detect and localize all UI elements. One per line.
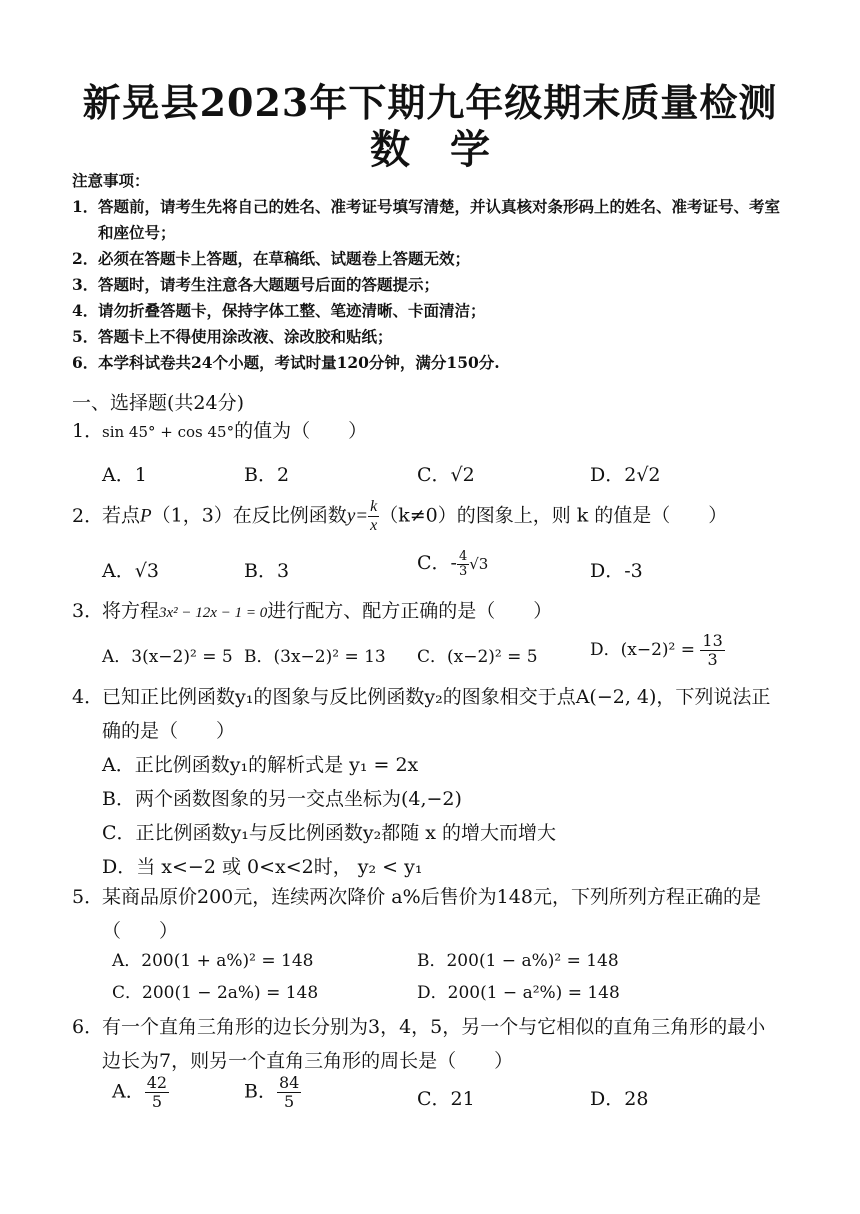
fraction: [368, 498, 379, 535]
option-b-prefix: B．: [244, 1080, 277, 1103]
denominator: 5: [284, 1092, 295, 1111]
question-number: 3．: [72, 600, 104, 622]
option-d: D．28: [590, 1088, 649, 1110]
fraction: [700, 632, 724, 669]
option-d: D．200(1 − a²%) = 148: [417, 983, 620, 1003]
denominator: 3: [707, 650, 718, 669]
option-b: B．3: [244, 560, 290, 582]
option-c: C．(x−2)² = 5: [417, 647, 538, 667]
note-text: 答题前，请考生先将自己的姓名、准考证号填写清楚，并认真核对条形码上的姓名、准考证号、考室和座位号；: [98, 197, 781, 242]
question-text: 的值为（ ）: [234, 420, 368, 442]
func-name: y=: [346, 505, 369, 527]
question-number: 5．: [72, 886, 104, 908]
fraction: [457, 550, 469, 579]
note-item: [72, 272, 792, 298]
option-a: A．√3: [102, 560, 159, 582]
numerator: k: [370, 498, 378, 515]
note-text: 答题卡上不得使用涂改液、涂改胶和贴纸；: [98, 327, 393, 346]
option-c: C．21: [417, 1088, 475, 1110]
subject-char-2: 学: [450, 126, 490, 173]
question-4: [72, 680, 792, 884]
option-c: [417, 548, 488, 579]
option-b: B．2: [244, 464, 290, 486]
question-text-line-2: （ ）: [102, 920, 179, 942]
question-5: [72, 880, 792, 948]
question-text: 有一个直角三角形的边长分别为3，4，5，另一个与它相似的直角三角形的最小: [102, 1016, 766, 1038]
option-a-prefix: A．: [112, 1080, 145, 1103]
question-text: 将方程: [102, 600, 160, 622]
note-text: 答题时，请考生注意各大题题号后面的答题提示；: [98, 275, 440, 294]
note-number: 6．: [72, 353, 99, 372]
fraction: [277, 1074, 301, 1111]
question-number: 2．: [72, 504, 104, 527]
question-3: [72, 594, 792, 630]
option-b: B．两个函数图象的另一交点坐标为(4,−2): [102, 788, 462, 810]
note-item: [72, 350, 792, 376]
question-text: 进行配方、配方正确的是（ ）: [267, 600, 553, 622]
note-item: [72, 324, 792, 350]
question-number: 4．: [72, 686, 104, 708]
option-d: D．2√2: [590, 464, 661, 486]
note-text: 本学科试卷共24个小题，考试时量120分钟，满分150分.: [98, 353, 500, 372]
option-d: D．当 x<−2 或 0<x<2时， y₂ < y₁: [102, 856, 423, 878]
denominator: 3: [458, 563, 468, 579]
option-a: A．1: [102, 464, 147, 486]
option-b: B．200(1 − a%)² = 148: [417, 951, 619, 971]
note-text: 必须在答题卡上答题，在草稿纸、试题卷上答题无效；: [98, 249, 471, 268]
note-text: 请勿折叠答题卡，保持字体工整、笔迹清晰、卡面清洁；: [98, 301, 486, 320]
numerator: 42: [146, 1073, 168, 1092]
subject-title: [0, 118, 860, 175]
option-c: C．√2: [417, 464, 475, 486]
question-1: [72, 414, 792, 449]
note-number: 4．: [72, 301, 99, 320]
equation: 3x² − 12x − 1 = 0: [159, 605, 268, 621]
section-heading: 一、选择题(共24分): [72, 392, 245, 414]
option-a: A．正比例函数y₁的解析式是 y₁ = 2x: [102, 754, 419, 776]
note-number: 3．: [72, 275, 99, 294]
option-b: [244, 1074, 301, 1111]
question-text: （1，3）在反比例函数: [151, 504, 347, 527]
note-item: [72, 246, 792, 272]
notes-heading: 注意事项：: [72, 171, 150, 190]
notes-block: [72, 168, 792, 376]
option-a: A．200(1 + a%)² = 148: [112, 951, 314, 971]
question-text: 若点: [102, 504, 141, 527]
numerator: 4: [458, 548, 468, 564]
option-d: [590, 632, 725, 669]
option-d: D．-3: [590, 560, 643, 582]
fraction: [145, 1074, 169, 1111]
option-d-prefix: D．(x−2)² =: [590, 640, 696, 660]
point-label: P: [140, 505, 152, 527]
exam-title: 新晃县2023年下期九年级期末质量检测: [82, 80, 778, 125]
question-text: 的图象上，则 k 的值是（ ）: [456, 504, 728, 527]
option-a: A．3(x−2)² = 5: [102, 647, 233, 667]
option-c: C．200(1 − 2a%) = 148: [112, 983, 319, 1003]
denominator: x: [370, 517, 378, 534]
option-c: C．正比例函数y₁与反比例函数y₂都随 x 的增大而增大: [102, 822, 557, 844]
question-text-line-2: 边长为7，则另一个直角三角形的周长是（ ）: [102, 1050, 514, 1072]
numerator: 84: [278, 1073, 300, 1092]
question-2: [72, 498, 792, 535]
condition: （k≠0）: [379, 504, 457, 527]
denominator: 5: [151, 1092, 162, 1111]
question-text: 某商品原价200元，连续两次降价 a%后售价为148元，下列所列方程正确的是: [102, 886, 761, 908]
question-number: 1．: [72, 420, 104, 442]
option-c-prefix: C．-: [417, 552, 457, 574]
option-a: [112, 1074, 169, 1111]
note-item: [72, 194, 792, 246]
question-number: 6．: [72, 1016, 104, 1038]
subject-char-1: 数: [370, 126, 410, 173]
numerator: 13: [702, 631, 723, 650]
question-text: 已知正比例函数y₁的图象与反比例函数y₂的图象相交于点A(−2, 4)，下列说法正: [102, 686, 771, 708]
question-6: [72, 1010, 792, 1078]
option-c-root: √3: [469, 555, 489, 573]
note-number: 1．: [72, 197, 99, 216]
question-expr: sin 45° + cos 45°: [102, 423, 235, 441]
question-text-line-2: 确的是（ ）: [102, 720, 236, 742]
option-b: B．(3x−2)² = 13: [244, 647, 386, 667]
note-number: 5．: [72, 327, 99, 346]
note-item: [72, 298, 792, 324]
note-number: 2．: [72, 249, 99, 268]
